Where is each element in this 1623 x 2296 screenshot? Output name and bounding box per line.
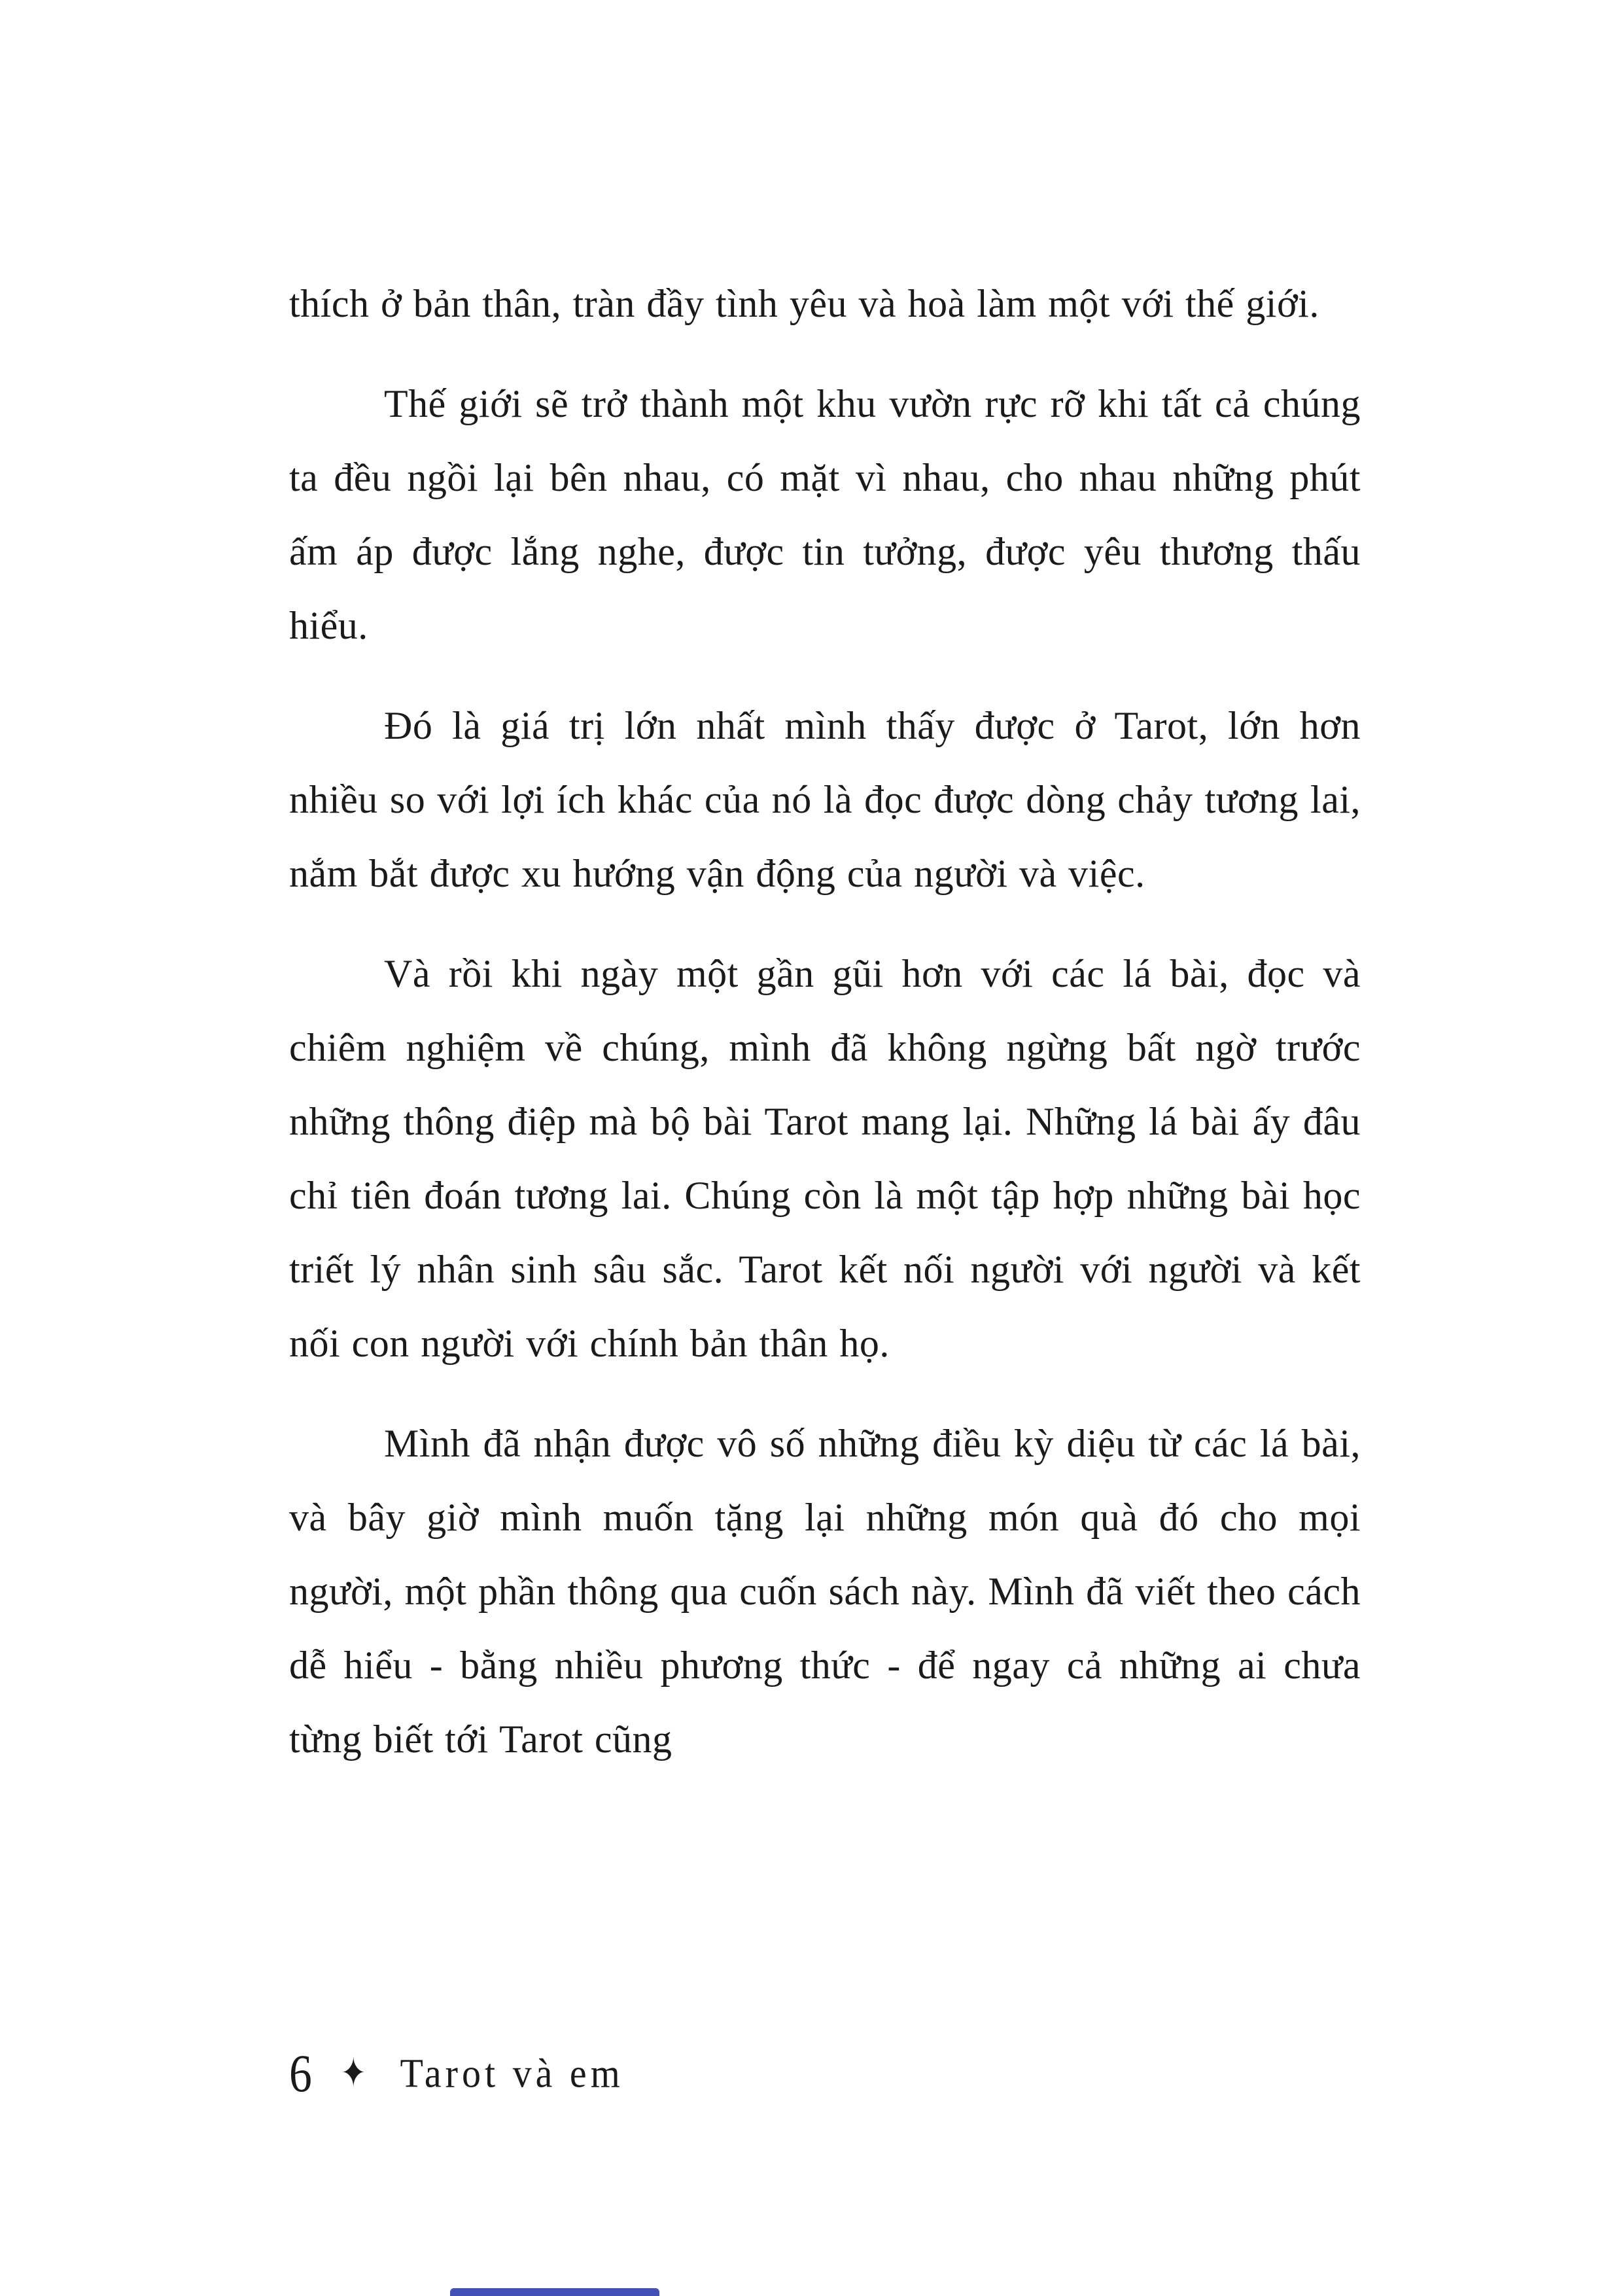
paragraph: Mình đã nhận được vô số những điều kỳ diệu từ các lá bài, và bây giờ mình muốn tặng lại những món quà đó cho mọi người, một phần thông qua cuốn sách này. Mình đã viết theo cách dễ hiểu - bằng nhiều phương thức - để ngay cả những ai chưa từng biết tới Tarot cũng	[289, 1422, 1361, 1761]
running-book-title: Tarot và em	[400, 2050, 624, 2096]
paragraph: Và rồi khi ngày một gần gũi hơn với các lá bài, đọc và chiêm nghiệm về chúng, mình đã không ngừng bất ngờ trước những thông điệp mà bộ bài Tarot mang lại. Những lá bài ấy đâu chỉ tiên đoán tương lai. Chúng còn là một tập hợp những bài học triết lý nhân sinh sâu sắc. Tarot kết nối người với người và kết nối con người với chính bản thân họ.	[289, 952, 1361, 1365]
text-block	[289, 267, 1361, 1776]
page-number: 6	[289, 2043, 312, 2103]
scan-artifact	[450, 2288, 659, 2296]
paragraph: Đó là giá trị lớn nhất mình thấy được ở Tarot, lớn hơn nhiều so với lợi ích khác của nó là đọc được dòng chảy tương lai, nắm bắt được xu hướng vận động của người và việc.	[289, 704, 1361, 895]
paragraph: Thế giới sẽ trở thành một khu vườn rực rỡ khi tất cả chúng ta đều ngồi lại bên nhau, có mặt vì nhau, cho nhau những phút ấm áp được lắng nghe, được tin tưởng, được yêu thương thấu hiểu.	[289, 382, 1361, 647]
page-footer	[289, 2043, 624, 2103]
four-pointed-star-icon: ✦	[341, 2050, 366, 2096]
paragraph: thích ở bản thân, tràn đầy tình yêu và hoà làm một với thế giới.	[289, 282, 1319, 325]
